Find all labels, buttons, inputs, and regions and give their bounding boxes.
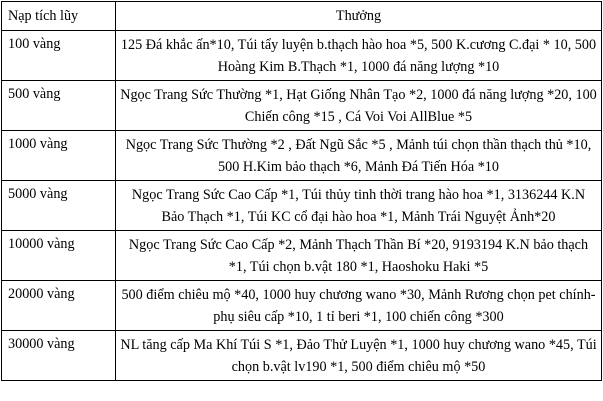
header-reward: Thưởng: [116, 2, 602, 31]
table-row: [2, 31, 602, 81]
table-row: [2, 81, 602, 131]
reward-table: [1, 1, 602, 381]
topup-amount-cell: 30000 vàng: [2, 331, 116, 381]
topup-amount-cell: 1000 vàng: [2, 131, 116, 181]
reward-cell: NL tăng cấp Ma Khí Túi S *1, Đảo Thử Luyện *1, 1000 huy chương wano *45, Túi chọn b.vật lv190 *1, 500 điểm chiêu mộ *50: [116, 331, 602, 381]
reward-cell: 125 Đá khắc ấn*10, Túi tẩy luyện b.thạch hào hoa *5, 500 K.cương C.đại * 10, 500 Hoàng Kim B.Thạch *1, 1000 đá năng lượng *10: [116, 31, 602, 81]
table-header-row: [2, 2, 602, 31]
reward-cell: Ngọc Trang Sức Thường *1, Hạt Giống Nhân Tạo *2, 1000 đá năng lượng *20, 100 Chiến công *15 , Cá Voi Voi AllBlue *5: [116, 81, 602, 131]
reward-cell: Ngọc Trang Sức Cao Cấp *1, Túi thủy tinh thời trang hào hoa *1, 3136244 K.N Bảo Thạch *1, Túi KC cổ đại hào hoa *1, Mảnh Trái Nguyệt Ảnh*20: [116, 181, 602, 231]
topup-amount-cell: 20000 vàng: [2, 281, 116, 331]
reward-cell: Ngọc Trang Sức Thường *2 , Đất Ngũ Sắc *5 , Mảnh túi chọn thần thạch thủ *10, 500 H.Kim bảo thạch *6, Mảnh Đá Tiến Hóa *10: [116, 131, 602, 181]
header-cumulative-topup: Nạp tích lũy: [2, 2, 116, 31]
table-row: [2, 231, 602, 281]
table-row: [2, 181, 602, 231]
table-row: [2, 131, 602, 181]
topup-amount-cell: 100 vàng: [2, 31, 116, 81]
topup-amount-cell: 500 vàng: [2, 81, 116, 131]
reward-cell: 500 điểm chiêu mộ *40, 1000 huy chương wano *30, Mảnh Rương chọn pet chính-phụ siêu cấp *10, 1 tỉ beri *1, 100 chiến công *300: [116, 281, 602, 331]
reward-cell: Ngọc Trang Sức Cao Cấp *2, Mảnh Thạch Thần Bí *20, 9193194 K.N bảo thạch *1, Túi chọn b.vật 180 *1, Haoshoku Haki *5: [116, 231, 602, 281]
table-row: [2, 281, 602, 331]
topup-amount-cell: 10000 vàng: [2, 231, 116, 281]
table-row: [2, 331, 602, 381]
topup-amount-cell: 5000 vàng: [2, 181, 116, 231]
